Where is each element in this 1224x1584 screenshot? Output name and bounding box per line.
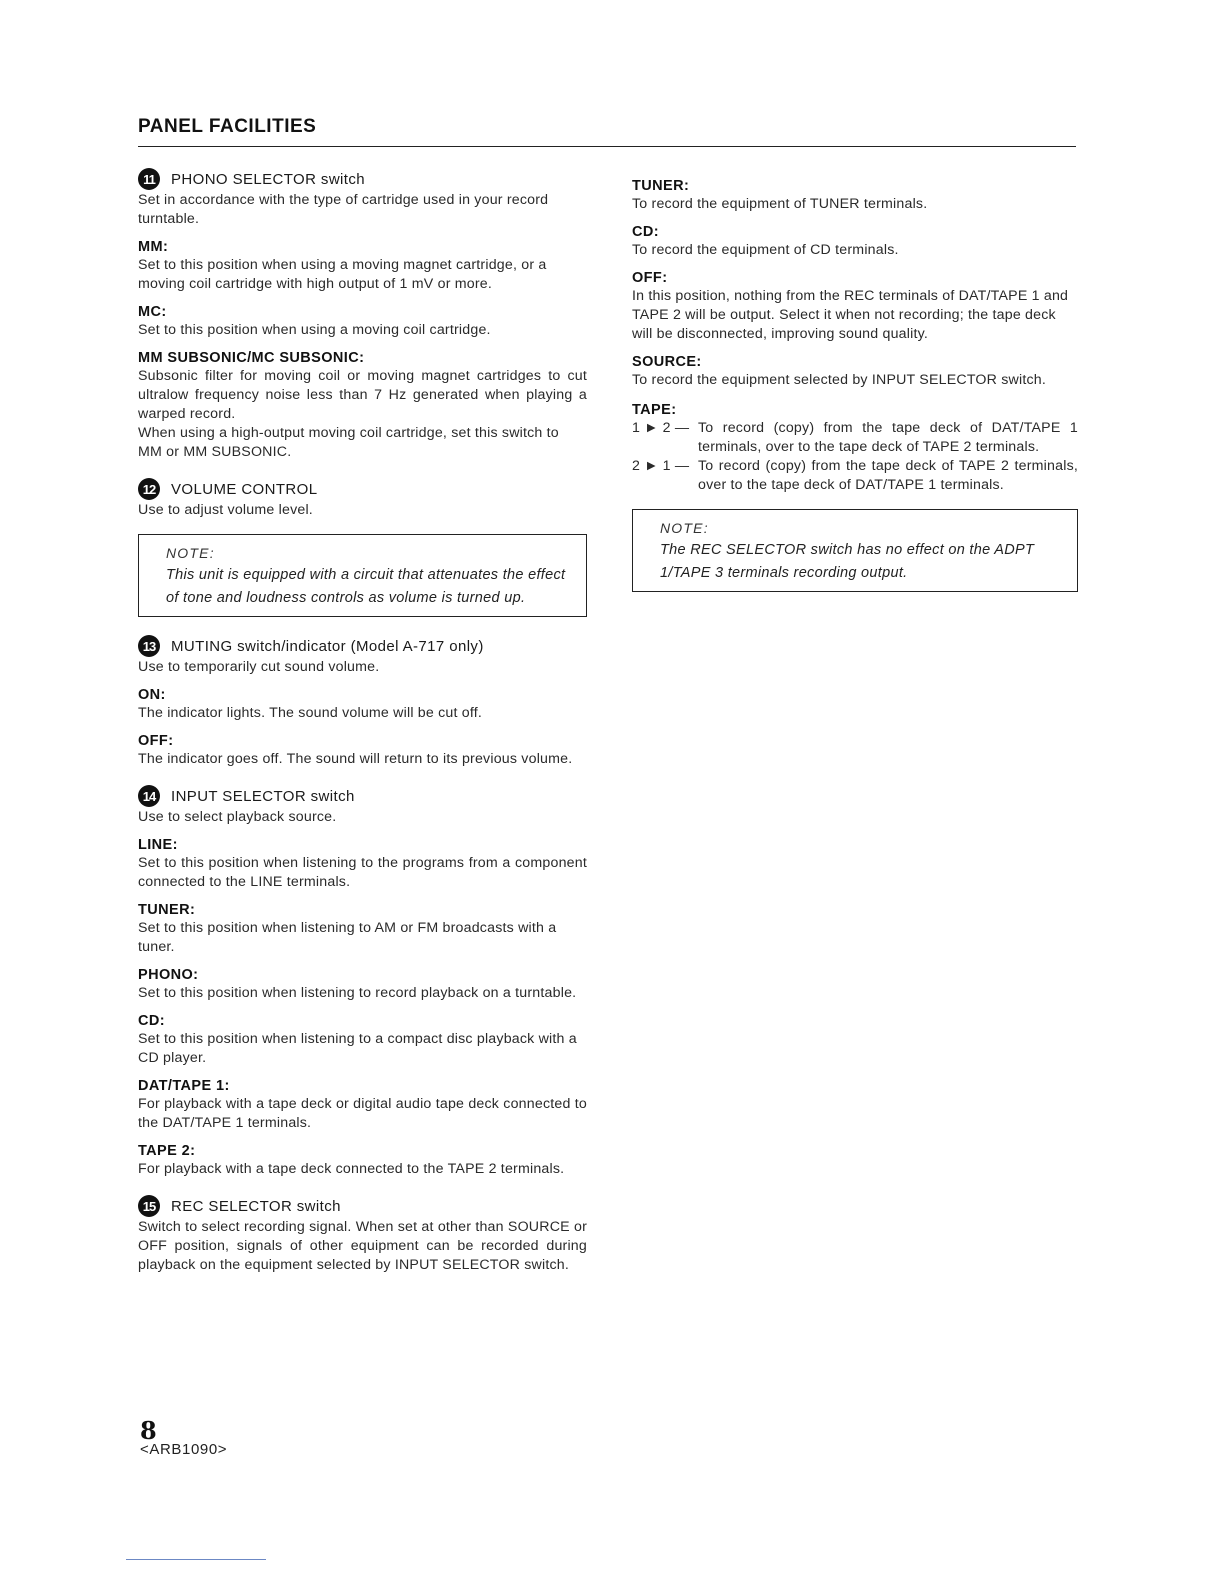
item-label: TUNER: — [138, 902, 196, 918]
feature-volume-control — [138, 478, 587, 617]
feature-input-selector — [138, 785, 587, 1179]
item-text: For playback with a tape deck connected to the TAPE 2 terminals. — [138, 1161, 565, 1177]
item-label: MC: — [138, 304, 167, 320]
item-text: Set to this position when listening to record playback on a turntable. — [138, 985, 577, 1001]
item-label: CD: — [138, 1013, 165, 1029]
bottom-rule — [126, 1559, 266, 1560]
number-15-icon: 15 — [138, 1195, 160, 1217]
item-text: Set to this position when using a moving magnet cartridge, or a moving coil cartridge with high output of 1 mV or more. — [138, 257, 547, 292]
item-label: MM SUBSONIC/MC SUBSONIC: — [138, 350, 365, 366]
tape-row — [632, 419, 1078, 457]
note-box — [138, 534, 587, 617]
item-text: The indicator goes off. The sound will return to its previous volume. — [138, 751, 573, 767]
feature-description: Switch to select recording signal. When set at other than SOURCE or OFF position, signals of other equipment can be recorded during playback on the equipment selected by INPUT SELECTOR switch. — [138, 1219, 587, 1273]
item-label: TUNER: — [632, 178, 690, 194]
item-label: CD: — [632, 224, 659, 240]
item-label: LINE: — [138, 837, 178, 853]
feature-description: Set in accordance with the type of cartridge used in your record turntable. — [138, 192, 549, 227]
feature-heading — [138, 785, 587, 807]
feature-description: Use to temporarily cut sound volume. — [138, 659, 380, 675]
feature-muting — [138, 635, 587, 769]
feature-heading — [138, 478, 587, 500]
note-text: The REC SELECTOR switch has no effect on the ADPT 1/TAPE 3 terminals recording output. — [660, 542, 1035, 581]
feature-heading — [138, 168, 587, 190]
item-label: TAPE 2: — [138, 1143, 196, 1159]
number-13-icon: 13 — [138, 635, 160, 657]
right-column — [632, 170, 1078, 592]
item-text: Set to this position when listening to a compact disc playback with a CD player. — [138, 1031, 577, 1066]
feature-heading — [138, 1195, 587, 1217]
item-text: In this position, nothing from the REC terminals of DAT/TAPE 1 and TAPE 2 will be output. Select it when not recording; the tape deck will be disconnected, improving sound quality. — [632, 288, 1069, 342]
item-label: OFF: — [632, 270, 668, 286]
document-code: <ARB1090> — [140, 1441, 228, 1458]
note-box — [632, 509, 1078, 592]
number-14-icon: 14 — [138, 785, 160, 807]
item-label: TAPE: — [632, 402, 677, 418]
item-text: Set to this position when listening to AM or FM broadcasts with a tuner. — [138, 920, 557, 955]
item-text: Subsonic filter for moving coil or moving magnet cartridges to cut ultralow frequency noise less than 7 Hz generated when playing a warped record. — [138, 368, 587, 422]
feature-title: REC SELECTOR switch — [171, 1197, 341, 1215]
item-text: For playback with a tape deck or digital audio tape deck connected to the DAT/TAPE 1 terminals. — [138, 1096, 587, 1131]
tape-row-lead: 2 ► 1 — — [632, 458, 690, 474]
page-title: PANEL FACILITIES — [138, 116, 317, 137]
item-text: To record the equipment of CD terminals. — [632, 242, 899, 258]
note-label: NOTE: — [660, 520, 709, 536]
feature-phono-selector — [138, 168, 587, 462]
item-text: Set to this position when listening to the programs from a component connected to the LINE terminals. — [138, 855, 587, 890]
feature-description: Use to adjust volume level. — [138, 502, 313, 518]
feature-title: INPUT SELECTOR switch — [171, 787, 355, 805]
tape-row-text: To record (copy) from the tape deck of TAPE 2 terminals, over to the tape deck of DAT/TAPE 1 terminals. — [698, 458, 1078, 493]
note-label: NOTE: — [166, 545, 215, 561]
item-label: ON: — [138, 687, 166, 703]
item-label: PHONO: — [138, 967, 199, 983]
item-text: Set to this position when using a moving coil cartridge. — [138, 322, 491, 338]
item-text: To record the equipment selected by INPUT SELECTOR switch. — [632, 372, 1047, 388]
feature-description: Use to select playback source. — [138, 809, 337, 825]
feature-title: VOLUME CONTROL — [171, 480, 318, 498]
item-text: To record the equipment of TUNER terminals. — [632, 196, 928, 212]
item-label: OFF: — [138, 733, 174, 749]
feature-rec-selector — [138, 1195, 587, 1275]
item-text: The indicator lights. The sound volume will be cut off. — [138, 705, 483, 721]
item-label: MM: — [138, 239, 169, 255]
tape-row — [632, 457, 1078, 495]
tape-row-text: To record (copy) from the tape deck of DAT/TAPE 1 terminals, over to the tape deck of TAPE 2 terminals. — [698, 420, 1078, 455]
number-12-icon: 12 — [138, 478, 160, 500]
item-text: When using a high-output moving coil cartridge, set this switch to MM or MM SUBSONIC. — [138, 425, 559, 460]
item-label: SOURCE: — [632, 354, 702, 370]
feature-title: PHONO SELECTOR switch — [171, 170, 365, 188]
page-number: 8 — [140, 1416, 157, 1445]
note-text: This unit is equipped with a circuit that attenuates the effect of tone and loudness controls as volume is turned up. — [166, 567, 566, 606]
feature-title: MUTING switch/indicator (Model A-717 only) — [171, 637, 484, 655]
title-rule — [138, 146, 1076, 147]
feature-heading — [138, 635, 587, 657]
left-column — [138, 168, 587, 1275]
tape-row-lead: 1 ► 2 — — [632, 420, 690, 436]
item-label: DAT/TAPE 1: — [138, 1078, 230, 1094]
number-11-icon: 11 — [138, 168, 160, 190]
